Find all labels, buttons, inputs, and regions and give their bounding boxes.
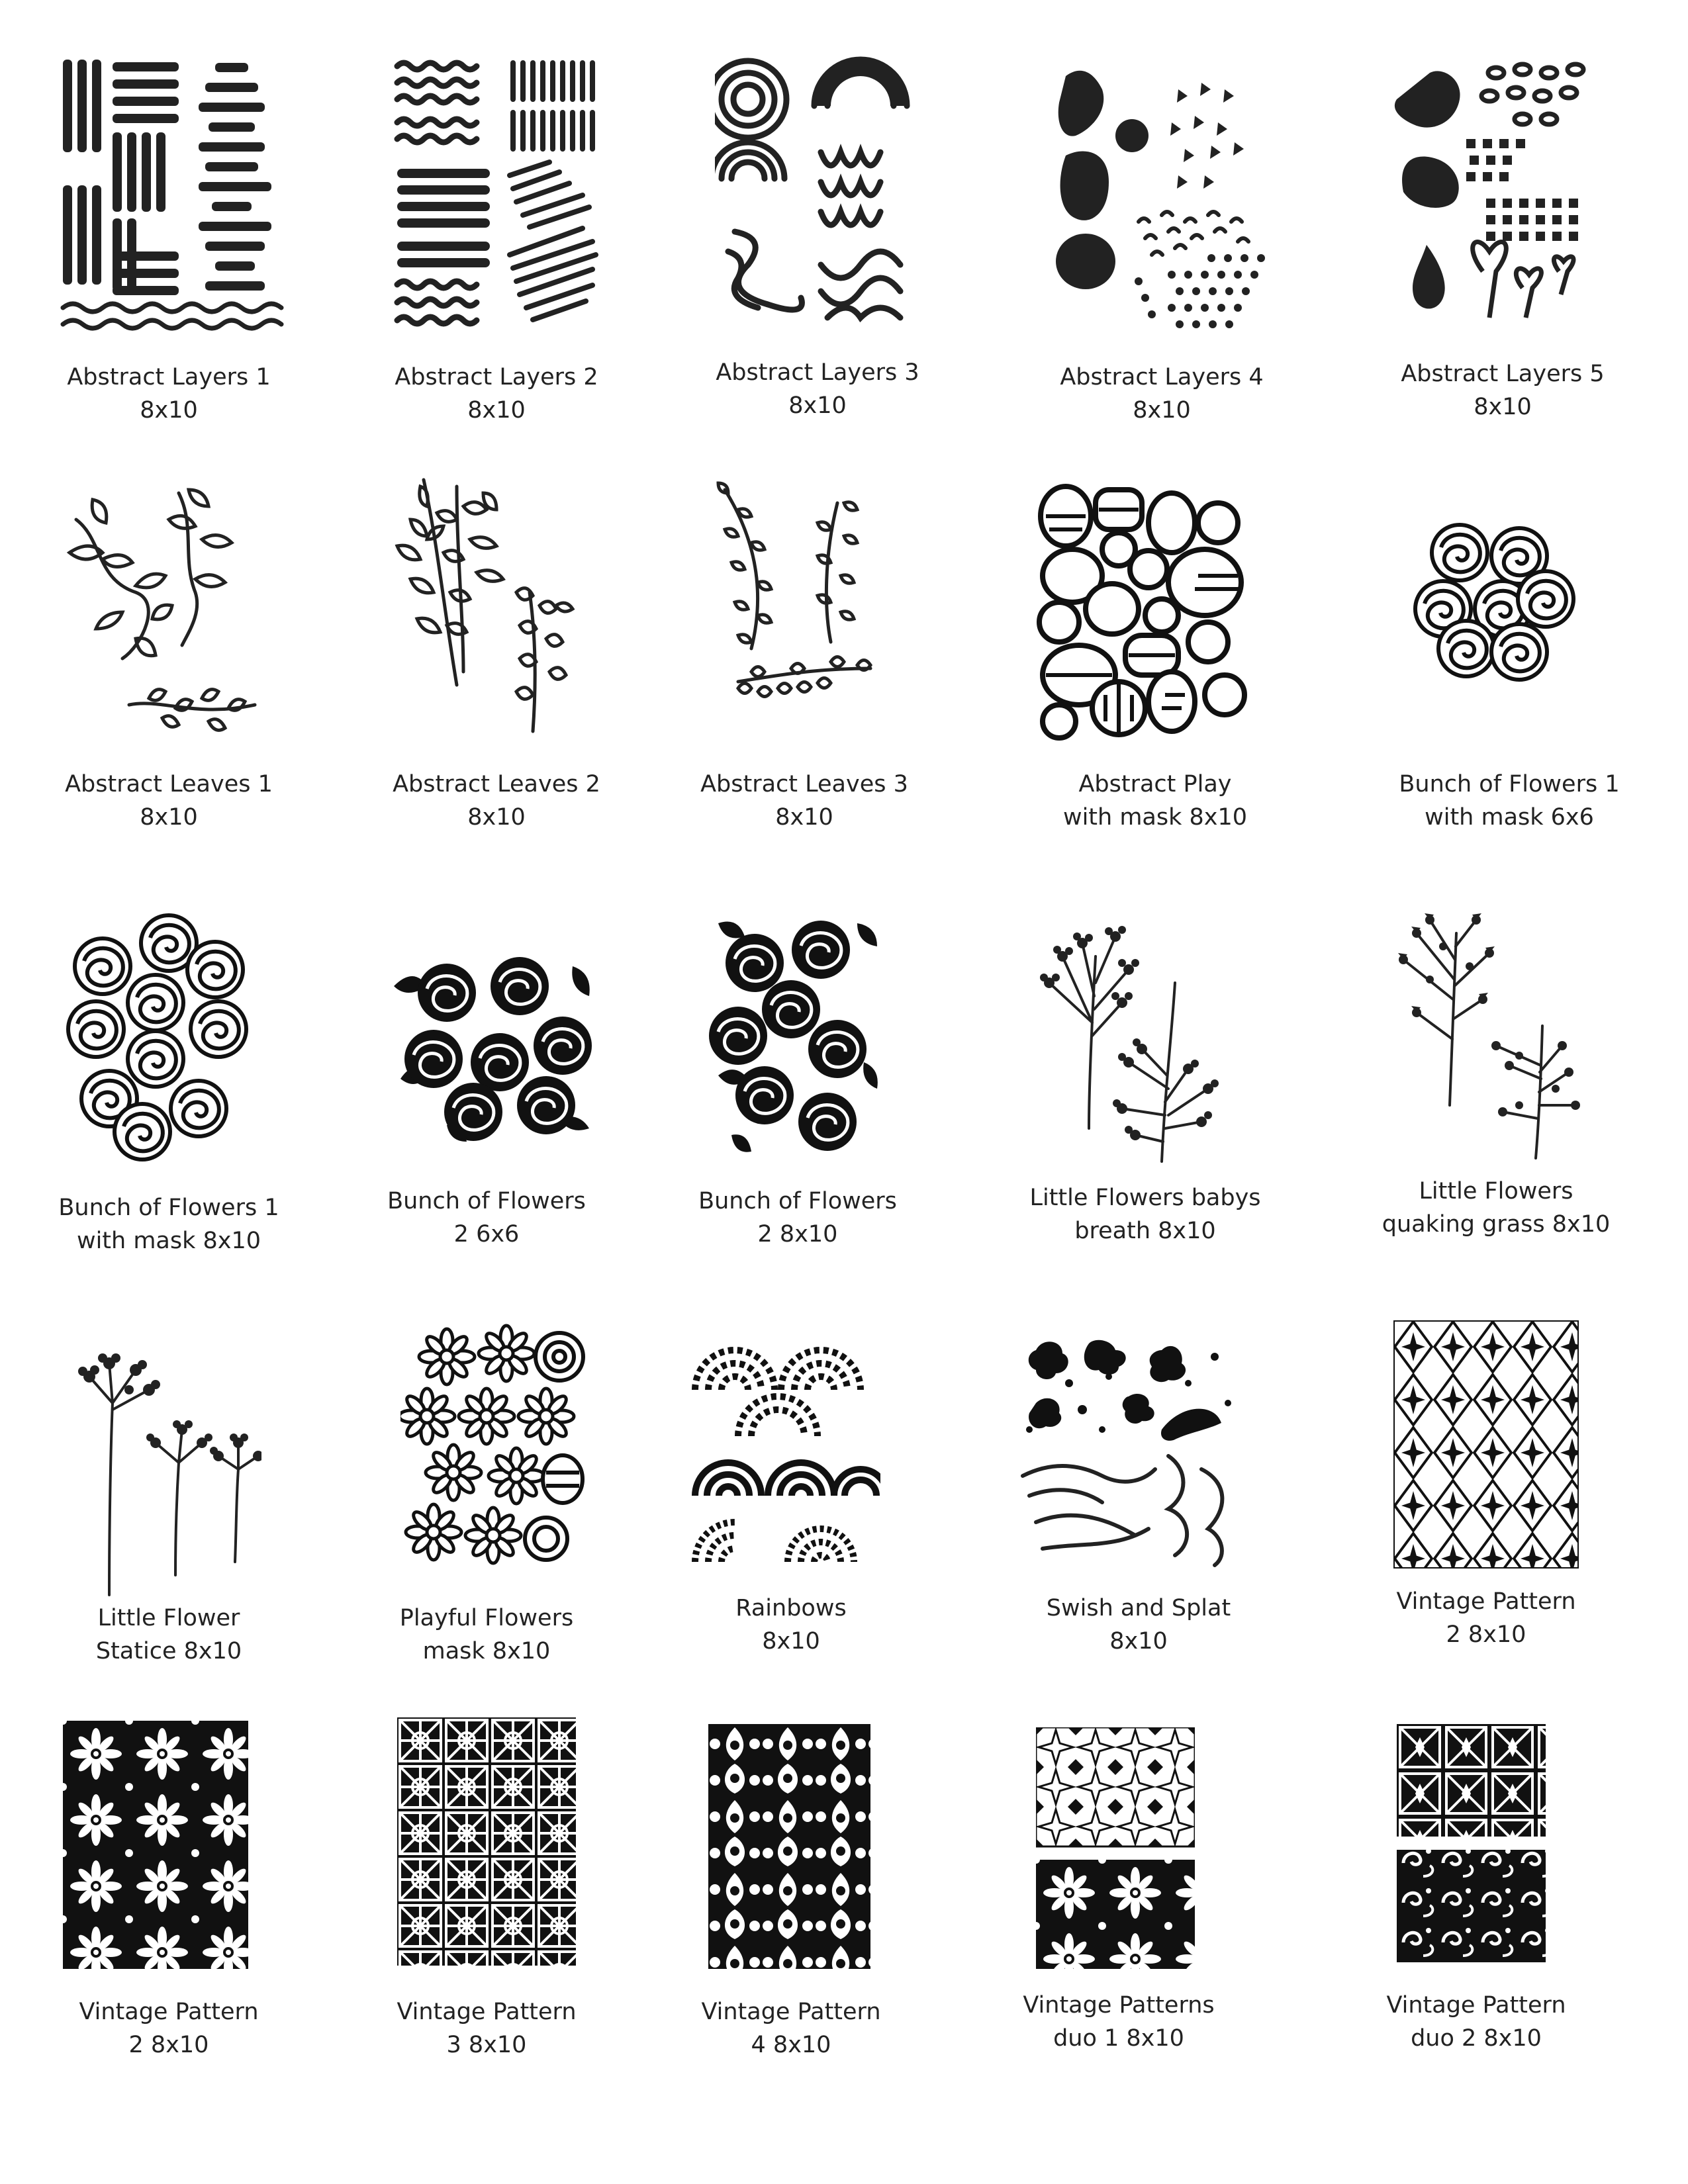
size-line: with mask 8x10 [76,1228,261,1254]
size-line: duo 2 8x10 [1411,2025,1542,2052]
title-line: Swish and Splat [1046,1595,1231,1621]
size-line: 8x10 [788,392,847,419]
statice-stems-icon [63,1350,261,1602]
title-line: Bunch of Flowers [387,1188,586,1214]
caption [619,1995,963,2062]
diamond-tile-icon [1393,1320,1579,1569]
size-line: with mask 6x6 [1425,804,1594,831]
size-line: mask 8x10 [422,1638,551,1664]
arches-squiggles-icon [715,53,914,331]
title-line: Abstract Play [1078,771,1232,797]
abstract-layers-icon [56,53,288,338]
rainbow-arches-icon [688,1330,880,1569]
size-line: 8x10 [1109,1628,1168,1655]
size-line: 8x10 [467,804,526,831]
pebbles-dots-icon [1053,63,1271,334]
title-line: Playful Flowers [399,1605,574,1631]
caption [0,1995,341,2062]
title-line: Abstract Leaves 1 [65,771,273,797]
duo-pattern-icon [1036,1727,1195,1969]
caption [1331,357,1675,424]
stone-mosaic-icon [1033,483,1251,741]
caption [0,1191,341,1257]
title-line: Abstract Layers 4 [1060,364,1264,390]
rose-silhouette-tall-icon [705,910,884,1161]
duo-pattern-2-icon [1397,1724,1546,1962]
title-line: Vintage Pattern [79,1999,259,2025]
shapes-hearts-icon [1390,60,1589,338]
size-line: breath 8x10 [1074,1218,1216,1244]
title-line: Abstract Leaves 2 [393,771,600,797]
splat-swish-icon [1016,1330,1241,1569]
caption [645,356,990,422]
title-line: Little Flowers [1419,1178,1573,1205]
geometric-tile-icon [397,1717,576,1966]
caption [314,1995,659,2062]
caption [314,1185,659,1251]
size-line: 2 8x10 [757,1221,838,1248]
size-line: with mask 8x10 [1062,804,1248,831]
size-line: 8x10 [762,1628,820,1655]
rose-cluster-icon [1403,513,1575,685]
leaves-stems-icon [384,473,596,738]
caption [973,1181,1317,1248]
title-line: Little Flower [97,1605,240,1631]
title-line: Rainbows [735,1595,847,1621]
caption [324,361,669,427]
caption [324,768,669,834]
size-line: 4 8x10 [751,2032,831,2058]
title-line: Abstract Layers 3 [716,359,919,386]
title-line: Vintage Pattern [397,1999,577,2025]
playful-flowers-icon [400,1317,586,1575]
size-line: 3 8x10 [446,2032,527,2058]
caption [0,768,341,834]
caption [619,1592,963,1658]
title-line: Vintage Patterns [1023,1992,1215,2019]
wave-lines-icon [391,56,609,334]
caption [983,768,1327,834]
leaves-branch-icon [63,480,275,738]
caption [0,1602,341,1668]
title-line: Bunch of Flowers 1 [58,1195,279,1221]
quaking-grass-icon [1377,907,1589,1161]
leaves-outline-icon [712,477,884,728]
title-line: Abstract Layers 2 [395,364,598,390]
caption [1314,1585,1658,1651]
title-line: Abstract Layers 1 [67,364,271,390]
caption [0,361,341,427]
title-line: Bunch of Flowers [698,1188,897,1214]
damask-tile-icon [708,1724,870,1969]
size-line: 8x10 [775,804,833,831]
caption [1304,1989,1648,2055]
size-line: Statice 8x10 [95,1638,242,1664]
size-line: quaking grass 8x10 [1382,1211,1611,1238]
size-line: 8x10 [140,397,198,424]
rose-cluster-large-icon [63,910,261,1168]
caption [966,1592,1311,1658]
title-line: Abstract Leaves 3 [700,771,908,797]
size-line: 8x10 [1133,397,1191,424]
title-line: Little Flowers babys [1029,1185,1261,1211]
babys-breath-icon [1023,917,1241,1168]
title-line: Vintage Pattern [1386,1992,1566,2019]
size-line: 2 8x10 [128,2032,209,2058]
size-line: 2 6x6 [453,1221,520,1248]
title-line: Vintage Pattern [701,1999,881,2025]
title-line: Abstract Layers 5 [1401,361,1605,387]
daisy-tile-icon [63,1721,248,1969]
caption [1337,768,1681,834]
size-line: 8x10 [467,397,526,424]
size-line: 8x10 [1474,394,1532,420]
caption [632,768,976,834]
title-line: Vintage Pattern [1396,1588,1576,1615]
rose-silhouette-icon [387,946,599,1145]
size-line: duo 1 8x10 [1053,2025,1184,2052]
title-line: Bunch of Flowers 1 [1399,771,1620,797]
caption [314,1602,659,1668]
caption [626,1185,970,1251]
size-line: 2 8x10 [1446,1621,1526,1648]
caption [1324,1175,1668,1241]
caption [947,1989,1291,2055]
caption [990,361,1334,427]
size-line: 8x10 [140,804,198,831]
